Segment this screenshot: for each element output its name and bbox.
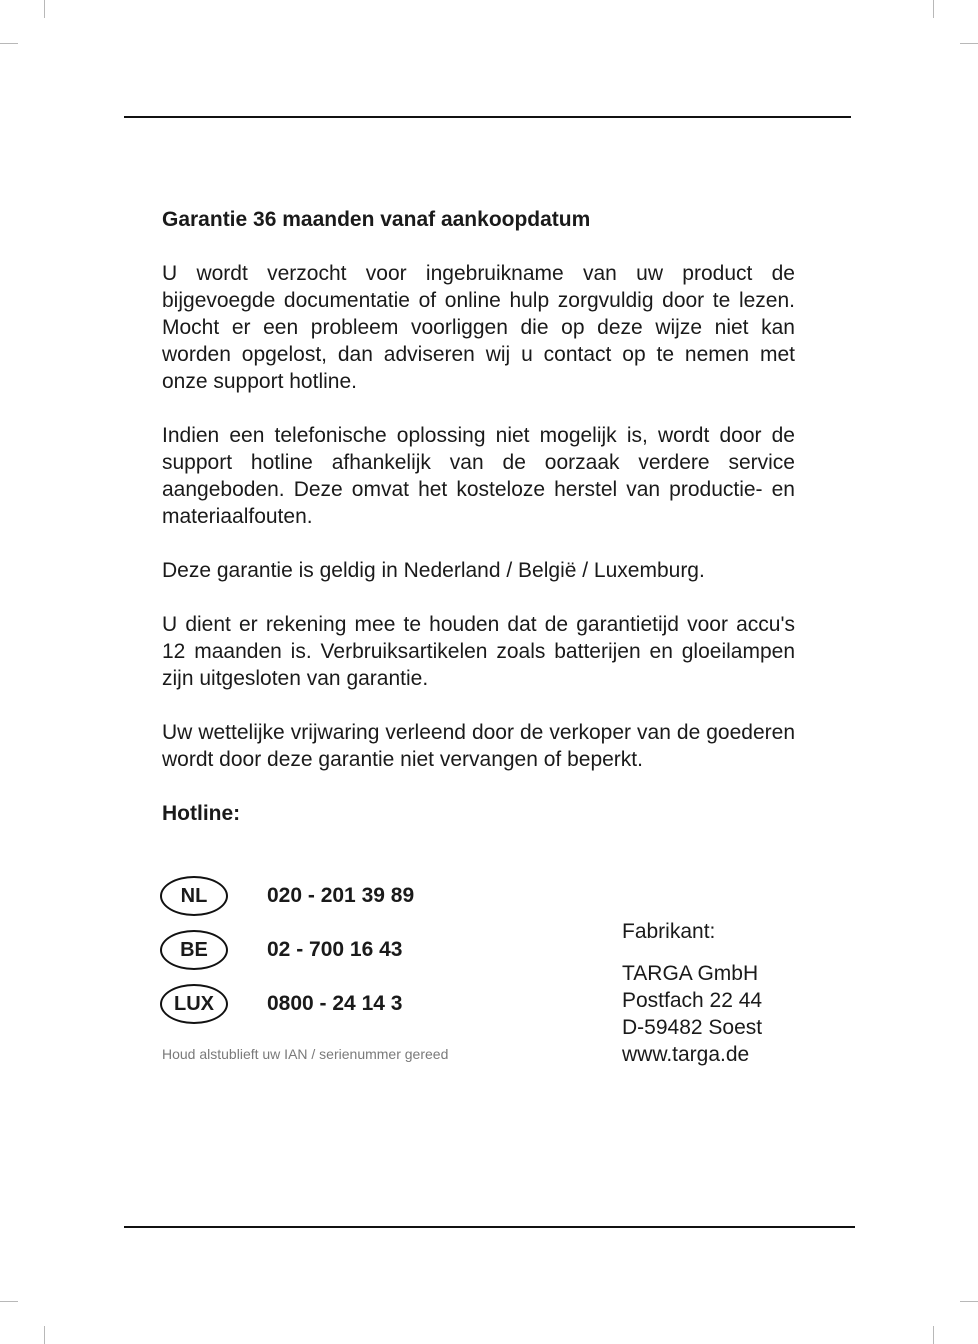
hotline-row [160,930,500,984]
country-badge-be: BE [160,930,228,970]
paragraph-batteries: U dient er rekening mee te houden dat de garantietijd voor accu's 12 maanden is. Verbruiksartikelen zoals batterijen en gloeilampen zijn uitgesloten van garantie. [162,613,795,690]
hotline-list [160,876,500,1038]
bottom-rule [124,1226,855,1228]
hotline-number-nl: 020 - 201 39 89 [267,884,415,907]
hotline-number-be: 02 - 700 16 43 [267,938,403,961]
country-badge-lux: LUX [160,984,228,1024]
warranty-heading: Garantie 36 maanden vanaf aankoopdatum [162,208,591,231]
crop-mark [44,1326,45,1344]
hotline-row [160,984,500,1038]
crop-mark [0,43,18,44]
manufacturer-address [622,918,822,1068]
manufacturer-label: Fabrikant: [622,920,716,943]
country-badge-nl: NL [160,876,228,916]
paragraph-validity: Deze garantie is geldig in Nederland / België / Luxemburg. [162,559,705,582]
hotline-row [160,876,500,930]
paragraph-instructions: U wordt verzocht voor ingebruikname van uw product de bijgevoegde documentatie of online hulp zorgvuldig door te lezen. Mocht er een probleem voorliggen die op deze wijze niet kan worden opgelost, dan adviseren wij u contact op te nemen met onze support hotline. [162,262,795,393]
top-rule [124,116,851,118]
crop-mark [0,1301,18,1302]
hotline-label: Hotline: [162,802,241,825]
paragraph-service: Indien een telefonische oplossing niet mogelijk is, wordt door de support hotline afhankelijk van de oorzaak verdere service aangeboden. Deze omvat het kosteloze herstel van productie- en materiaalfouten. [162,424,795,528]
hotline-number-lux: 0800 - 24 14 3 [267,992,403,1015]
crop-mark [933,1326,934,1344]
manufacturer-city: D-59482 Soest [622,1016,763,1039]
manufacturer-website: www.targa.de [622,1043,750,1066]
paragraph-legal: Uw wettelijke vrijwaring verleend door de verkoper van de goederen wordt door deze garantie niet vervangen of beperkt. [162,721,795,771]
crop-mark [933,0,934,18]
crop-mark [44,0,45,18]
crop-mark [960,43,978,44]
crop-mark [960,1301,978,1302]
manufacturer-name: TARGA GmbH [622,962,759,985]
manufacturer-street: Postfach 22 44 [622,989,763,1012]
warranty-text [162,206,795,854]
ian-note: Houd alstublieft uw IAN / serienummer gereed [162,1046,449,1062]
